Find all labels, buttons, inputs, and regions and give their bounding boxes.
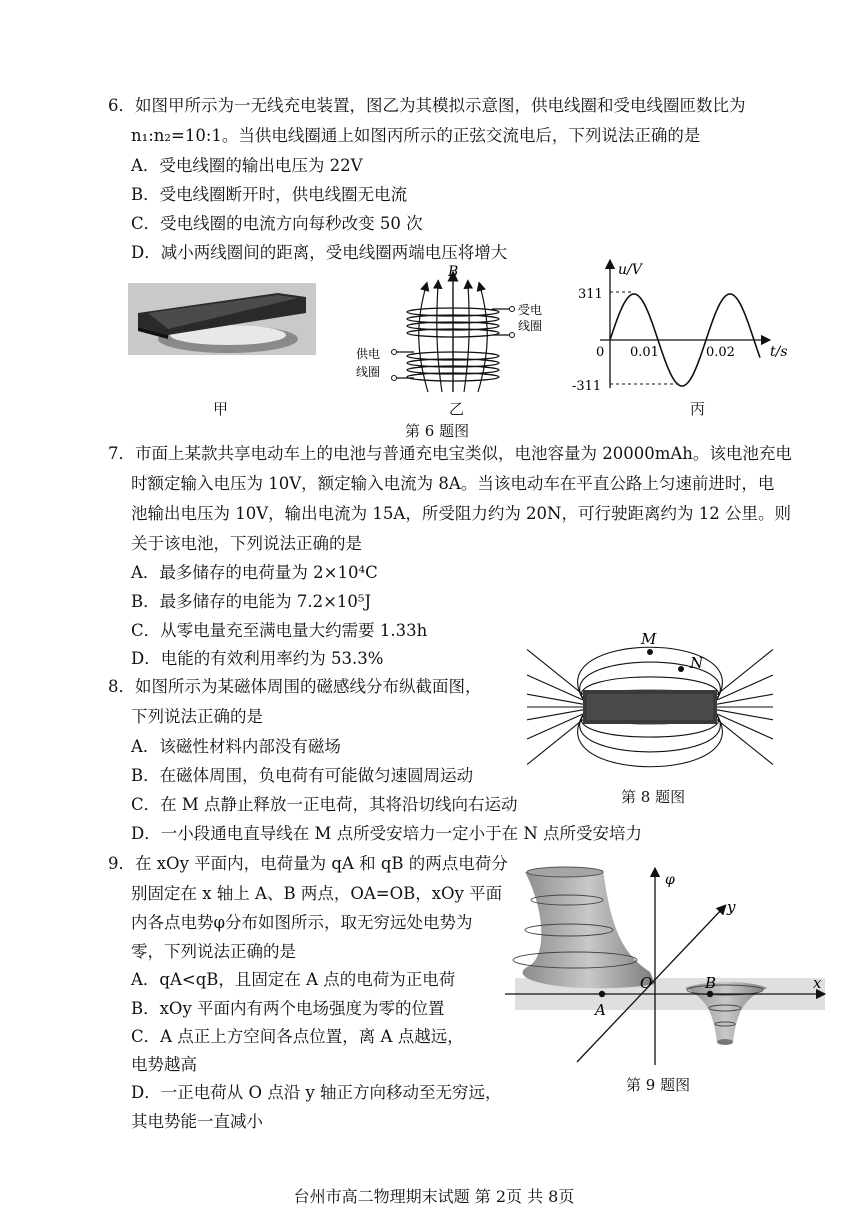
q9-stem-line3: 内各点电势φ分布如图所示，取无穷远处电势为	[131, 913, 473, 932]
q9-stem-line4: 零，下列说法正确的是	[131, 942, 296, 961]
q9-option-c-line1: C．A 点正上方空间各点位置，离 A 点越远，	[131, 1027, 464, 1046]
point-m-label: M	[641, 630, 657, 648]
q9-option-d-line1: D．一正电荷从 O 点沿 y 轴正方向移动至无穷远，	[131, 1083, 502, 1102]
q9-option-c-line2: 电势越高	[131, 1055, 197, 1074]
q8-option-b: B．在磁体周围，负电荷有可能做匀速圆周运动	[131, 766, 474, 785]
q6-option-d: D．减小两线圈间的距离，受电线圈两端电压将增大	[131, 243, 508, 262]
tick-neg311: -311	[572, 379, 602, 394]
field-label-b: B	[448, 264, 459, 280]
q7-option-a: A．最多储存的电荷量为 2×10⁴C	[131, 563, 378, 582]
q9-option-a: A．qA<qB，且固定在 A 点的电荷为正电荷	[131, 970, 456, 989]
q8-option-a: A．该磁性材料内部没有磁场	[131, 737, 341, 756]
page-footer: 台州市高二物理期末试题 第 2页 共 8页	[293, 1187, 575, 1206]
q7-stem-line3: 池输出电压为 10V，输出电流为 15A，所受阻力约为 20N，可行驶距离约为 12 公里。则	[131, 504, 791, 523]
q8-stem-line1: 8．如图所示为某磁体周围的磁感线分布纵截面图，	[108, 677, 482, 696]
point-a-label: A	[595, 1001, 606, 1019]
axis-x-label: x	[813, 974, 822, 992]
coil-diagram	[352, 262, 562, 397]
axis-phi-label: φ	[665, 872, 675, 888]
q6-stem-line1: 6．如图甲所示为一无线充电装置，图乙为其模拟示意图，供电线圈和受电线圈匝数比为	[108, 96, 746, 115]
fig-yi-label: 乙	[449, 400, 465, 418]
supply-coil-label-1: 供电	[356, 347, 381, 361]
tick-311: 311	[578, 287, 603, 302]
tick-002: 0.02	[706, 345, 735, 360]
origin-label: O	[640, 974, 653, 992]
q9-option-d-line2: 其电势能一直减小	[131, 1112, 263, 1131]
q8-figure-caption: 第 8 题图	[621, 788, 686, 806]
receive-coil-label-1: 受电	[518, 303, 543, 317]
axis-t-label: t/s	[770, 344, 788, 360]
q8-option-c: C．在 M 点静止释放一正电荷，其将沿切线向右运动	[131, 795, 518, 814]
axis-y-label: y	[727, 898, 736, 916]
q7-stem-line4: 关于该电池，下列说法正确的是	[131, 534, 362, 553]
point-b-label: B	[705, 974, 717, 992]
q6-option-b: B．受电线圈断开时，供电线圈无电流	[131, 185, 408, 204]
receive-coil-label-2: 线圈	[518, 319, 543, 333]
point-n-label: N	[690, 654, 704, 672]
q8-option-d: D．一小段通电直导线在 M 点所受安培力一定小于在 N 点所受安培力	[131, 824, 643, 843]
supply-coil-label-2: 线圈	[356, 365, 381, 379]
axis-u-label: u/V	[618, 262, 642, 278]
q6-stem-line2: n₁:n₂=10:1。当供电线圈通上如图丙所示的正弦交流电后，下列说法正确的是	[131, 126, 701, 145]
magnet-field-diagram	[525, 628, 775, 778]
q7-stem-line1: 7．市面上某款共享电动车上的电池与普通充电宝类似，电池容量为 20000mAh。该电池充电	[108, 444, 792, 463]
tick-001: 0.01	[630, 345, 659, 360]
q9-option-b: B．xOy 平面内有两个电场强度为零的位置	[131, 999, 445, 1018]
q9-figure-caption: 第 9 题图	[626, 1076, 691, 1094]
q7-stem-line2: 时额定输入电压为 10V，额定输入电流为 8A。当该电动车在平直公路上匀速前进时，电	[131, 474, 775, 493]
q6-figure-caption: 第 6 题图	[405, 422, 470, 440]
charger-photo	[128, 283, 316, 355]
q9-stem-line1: 9．在 xOy 平面内，电荷量为 qA 和 qB 的两点电荷分	[108, 854, 508, 873]
q7-option-c: C．从零电量充至满电量大约需要 1.33h	[131, 621, 428, 640]
tick-0: 0	[596, 345, 605, 360]
fig-bing-label: 丙	[690, 400, 706, 418]
q7-option-d: D．电能的有效利用率约为 53.3%	[131, 649, 384, 668]
q9-stem-line2: 别固定在 x 轴上 A、B 两点，OA=OB，xOy 平面	[131, 884, 503, 903]
potential-surface-diagram	[505, 860, 835, 1070]
q6-option-c: C．受电线圈的电流方向每秒改变 50 次	[131, 214, 423, 233]
fig-jia-label: 甲	[213, 400, 229, 418]
q6-option-a: A．受电线圈的输出电压为 22V	[131, 156, 363, 175]
q7-option-b: B．最多储存的电能为 7.2×10⁵J	[131, 592, 372, 611]
sine-wave-graph	[570, 256, 795, 396]
q8-stem-line2: 下列说法正确的是	[131, 707, 263, 726]
